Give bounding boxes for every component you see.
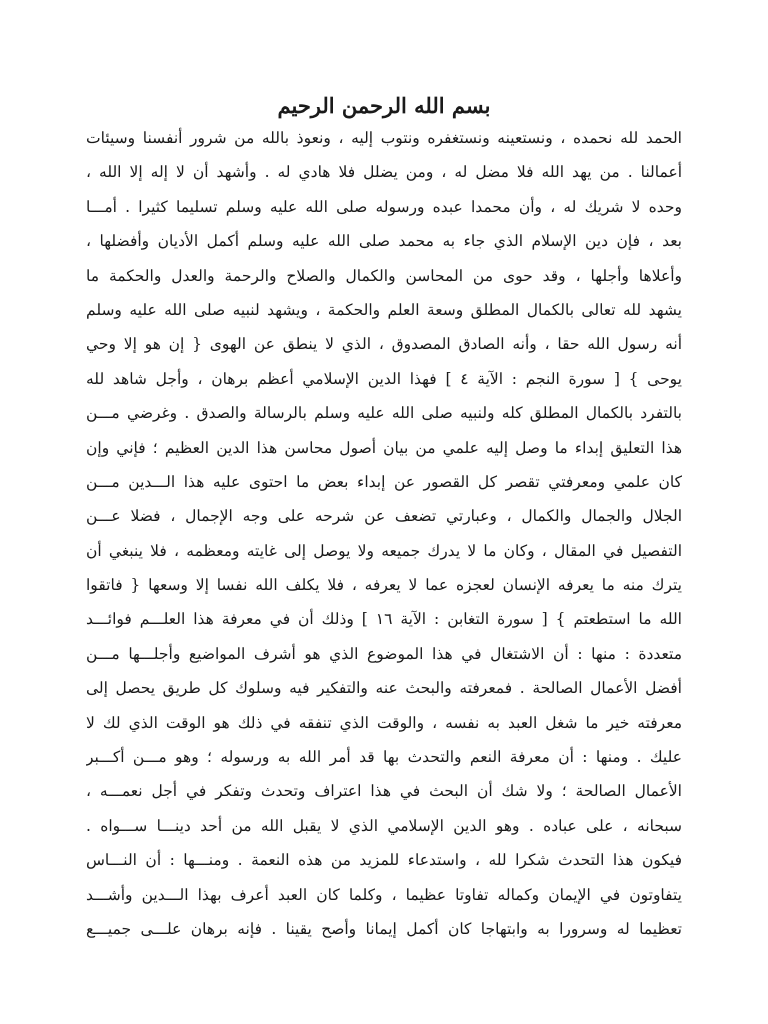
- text-line: متعددة : منها : أن الاشتغال في هذا الموضوع الذي هو أشرف المواضيع وأجلـــها مـــن: [86, 644, 682, 663]
- text-line: أنه رسول الله حقا ، وأنه الصادق المصدوق ، الذي لا ينطق عن الهوى { إن هو إلا وحي: [86, 335, 682, 354]
- page-title: بسم الله الرحمن الرحيم: [277, 93, 491, 118]
- text-line: هذا التعليق إبداء ما وصل إليه علمي من بيان أصول محاسن هذا الدين العظيم ؛ فإني وإن: [86, 438, 682, 457]
- text-line: أفضل الأعمال الصالحة . فمعرفته والبحث عنه والتفكير فيه وسلوك كل طريق يحصل إلى: [86, 679, 682, 698]
- text-line: وحده لا شريك له ، وأن محمدا عبده ورسوله صلى الله عليه وسلم تسليما كثيرا . أمـــا: [86, 197, 682, 216]
- text-line: يتفاوتون في الإيمان وكماله تفاوتا عظيما ، وكلما كان العبد أعرف بهذا الـــدين وأشـــد: [86, 885, 682, 904]
- text-line: أعمالنا . من يهد الله فلا مضل له ، ومن يضلل فلا هادي له . وأشهد أن لا إله إلا الله ،: [86, 163, 682, 182]
- text-line: وأعلاها وأجلها ، وقد حوى من المحاسن والكمال والصلاح والرحمة والعدل والحكمة ما: [86, 266, 682, 285]
- text-line: تعظيما له وسرورا به وابتهاجا كان أكمل إيمانا وأصح يقينا . فإنه برهان علـــى جميـــع: [86, 919, 682, 938]
- text-line: بعد ، فإن دين الإسلام الذي جاء به محمد صلى الله عليه وسلم أكمل الأديان وأفضلها ،: [86, 232, 682, 251]
- text-line: سبحانه ، على عباده . وهو الدين الإسلامي الذي لا يقبل الله من أحد دينـــا ســـواه .: [86, 816, 682, 835]
- text-line: يترك منه ما يعرفه الإنسان لعجزه عما لا يعرفه ، فلا يكلف الله نفسا إلا وسعها { فاتقوا: [86, 576, 682, 595]
- text-line: عليك . ومنها : أن معرفة النعم والتحدث بها قد أمر الله به ورسوله ؛ وهو مـــن أكـــبر: [86, 748, 682, 767]
- text-line: الجلال والجمال والكمال ، وعبارتي تضعف عن شرحه على وجه الإجمال ، فضلا عـــن: [86, 507, 682, 526]
- text-line: التفصيل في المقال ، وكان ما لا يدرك جميعه ولا يوصل إلى غايته ومعظمه ، فلا ينبغي أن: [86, 541, 682, 560]
- text-line: بالتفرد بالكمال المطلق كله ولنبيه صلى الله عليه وسلم بالرسالة والصدق . وغرضي مـــن: [86, 404, 682, 423]
- body-text: [86, 121, 682, 946]
- text-line: الحمد لله نحمده ، ونستعينه ونستغفره ونتوب إليه ، ونعوذ بالله من شرور أنفسنا وسيئات: [86, 129, 682, 147]
- text-line: معرفته خير ما شغل العبد به نفسه ، والوقت الذي تنفقه في ذلك هو الوقت الذي لك لا: [86, 713, 682, 732]
- text-line: الأعمال الصالحة ؛ ولا شك أن البحث في هذا اعتراف وتحدث وتفكر في أجل نعمـــه ،: [86, 782, 682, 801]
- text-line: يوحى } [ سورة النجم : الآية ٤ ] فهذا الدين الإسلامي أعظم برهان ، وأجل شاهد لله: [86, 369, 682, 388]
- text-line: فيكون هذا التحدث شكرا لله ، واستدعاء للمزيد من هذه النعمة . ومنـــها : أن النـــاس: [86, 851, 682, 870]
- text-line: كان علمي ومعرفتي تقصر كل القصور عن إبداء بعض ما احتوى عليه هذا الـــدين مـــن: [86, 472, 682, 491]
- text-line: يشهد لله تعالى بالكمال المطلق وسعة العلم والحكمة ، ويشهد لنبيه صلى الله عليه وسلم: [86, 300, 682, 319]
- text-line: الله ما استطعتم } [ سورة التغابن : الآية ١٦ ] وذلك أن في معرفة هذا العلـــم فوائـــد: [86, 610, 682, 629]
